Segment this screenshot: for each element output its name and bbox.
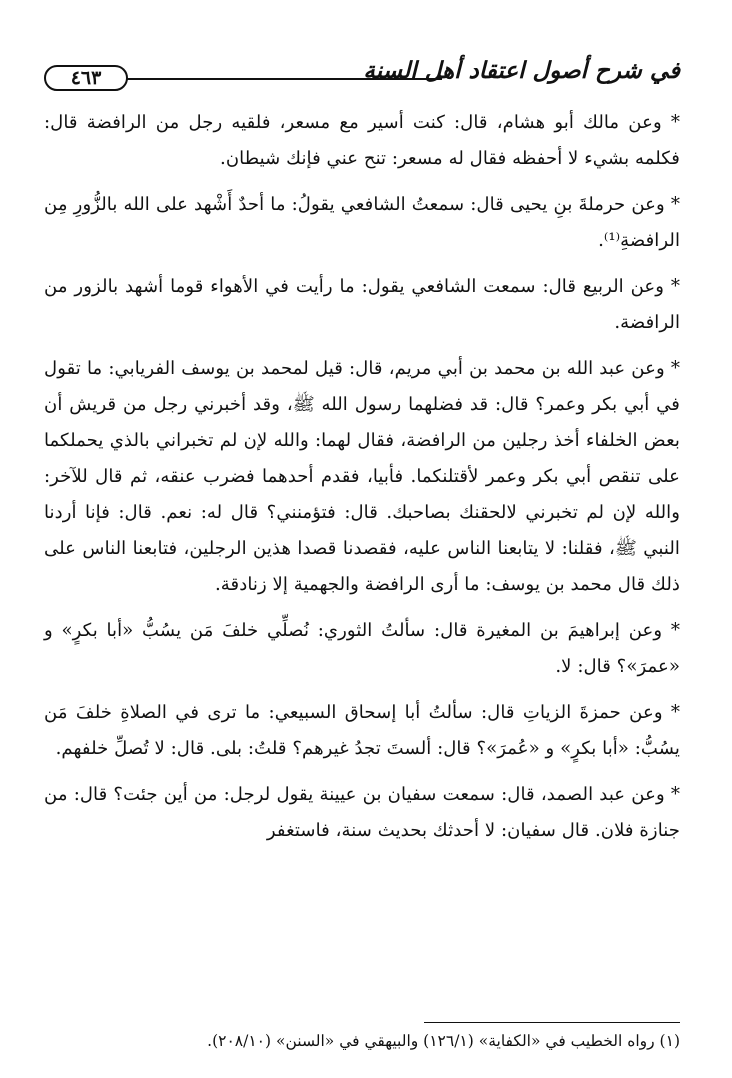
paragraph-4: * وعن عبد الله بن محمد بن أبي مريم، قال: قيل لمحمد بن يوسف الفريابي: ما تقول في أبي بكر وعمر؟ قال: قد فضلهما رسول الله ﷺ، وقد أخبرني رجل من قريش أن بعض الخلفاء أخذ رجلين من الرافضة، فقال لهما: والله لإن لم تخبراني بالذي يحملكما على تنقص أبي بكر وعمر لأقتلنكما. فأبيا، فقدم أحدهما فضرب عنقه، ثم قال للآخر: والله لإن لم تخبرني لالحقنك بصاحبك. قال: فتؤمنني؟ قال له: نعم. قال: فإنا أردنا النبي ﷺ، فقلنا: لا يتابعنا الناس عليه، فقصدنا قصدا هذين الرجلين، فتابعنا الناس على ذلك قال محمد بن يوسف: ما أرى الرافضة والجهمية إلا زنادقة. (44, 358, 680, 595)
footnote-separator (424, 1022, 680, 1023)
paragraph-6: * وعن حمزةَ الزياتِ قال: سألتُ أبا إسحاق السبيعي: ما ترى في الصلاةِ خلفَ مَن يسُبُّ: «أبا بكرٍ» و «عُمرَ»؟ قال: ألستَ تجدُ غيرهم؟ قلتُ: بلى. قال: لا تُصلِّ خلفهم. (44, 702, 680, 759)
paragraph-2: * وعن حرملةَ بنِ يحيى قال: سمعتُ الشافعي يقولُ: ما أحدٌ أَشْهد على الله بالزُّورِ مِن الرافضةِ⁽¹⁾. (44, 194, 680, 251)
page-number: ٤٦٣ (44, 65, 128, 91)
paragraph-5: * وعن إبراهيمَ بن المغيرة قال: سألتُ الثوري: نُصلِّي خلفَ مَن يسُبُّ «أبا بكرٍ» و «عمرَ»؟ قال: لا. (44, 620, 680, 677)
page-header (40, 55, 680, 99)
running-title: في شرح أصول اعتقاد أهل السنة (363, 57, 680, 84)
footnote: (١) رواه الخطيب في «الكفاية» (١٢٦/١) والبيهقي في «السنن» (٢٠٨/١٠). (207, 1032, 680, 1050)
paragraph-1: * وعن مالك أبو هشام، قال: كنت أسير مع مسعر، فلقيه رجل من الرافضة قال: فكلمه بشيء لا أحفظه فقال له مسعر: تنح عني فإنك شيطان. (44, 112, 680, 169)
page-body (44, 105, 680, 859)
paragraph-3: * وعن الربيع قال: سمعت الشافعي يقول: ما رأيت في الأهواء قوما أشهد بالزور من الرافضة. (44, 276, 680, 333)
paragraph-7: * وعن عبد الصمد، قال: سمعت سفيان بن عيينة يقول لرجل: من أين جئت؟ قال: من جنازة فلان. قال سفيان: لا أحدثك بحديث سنة، فاستغفر (44, 784, 680, 841)
